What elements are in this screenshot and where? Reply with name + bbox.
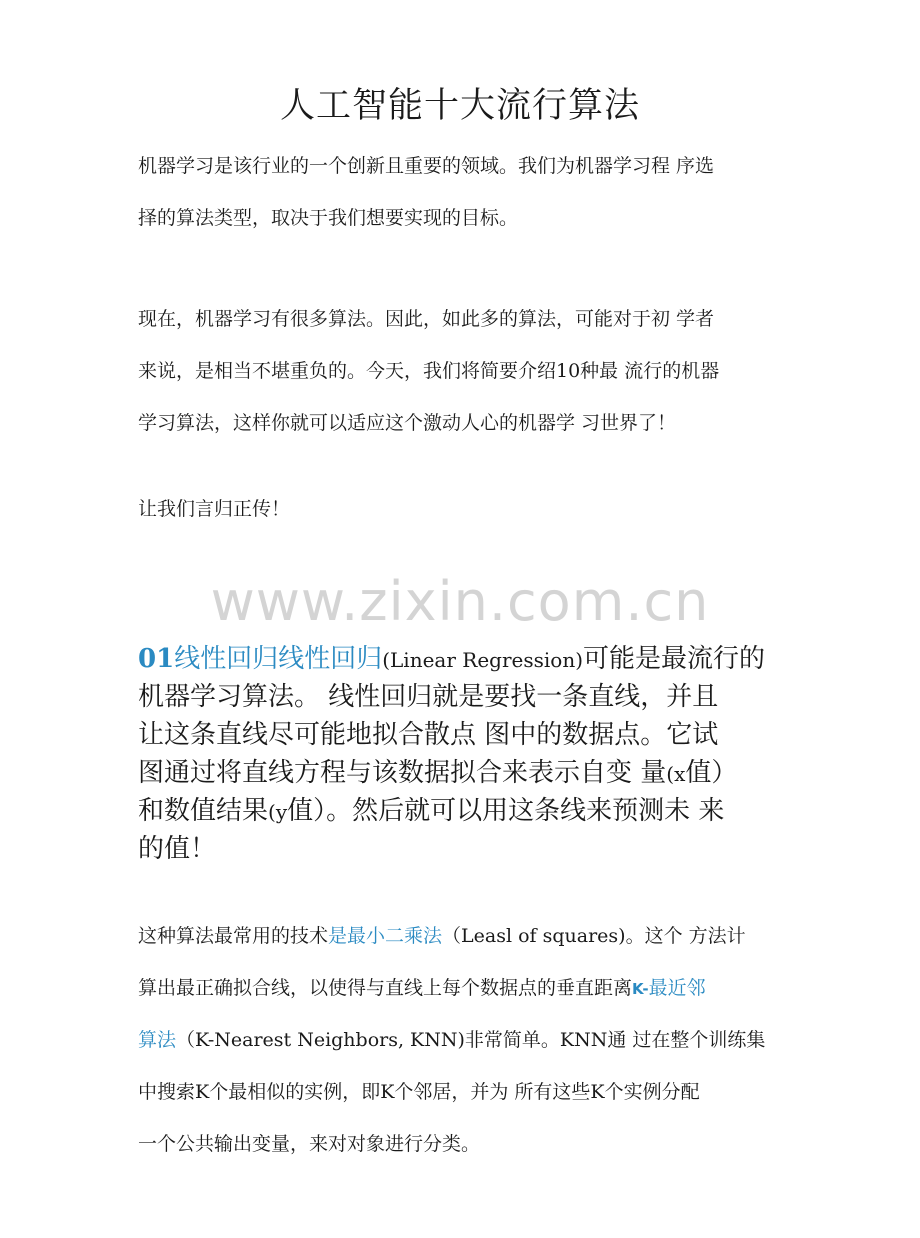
intro-line-2: 择的算法类型，取决于我们想要实现的目标。 — [138, 207, 519, 229]
least-squares-paragraph — [138, 910, 788, 1170]
section-number: 01 — [138, 644, 175, 674]
knn-link-continued[interactable]: 算法 — [138, 1029, 177, 1051]
section-line-5-var: (y — [268, 800, 288, 824]
ls-line-5: 一个公共输出变量，来对对象进行分类。 — [138, 1133, 481, 1155]
section-line-4-text: 图通过将直线方程与该数据拟合来表示自变 量 — [138, 758, 667, 788]
section-english-term: (Linear Regression) — [382, 648, 583, 672]
overview-paragraph — [138, 293, 788, 449]
ls-line-3-tail: （K-Nearest Neighbors, KNN)非常简单。KNN通 过在整个训练集 — [176, 1029, 766, 1051]
intro-line-1: 机器学习是该行业的一个创新且重要的领域。我们为机器学习程 序选 — [138, 155, 715, 177]
section-line-6: 的值！ — [138, 834, 217, 864]
section-heading: 线性回归 — [174, 644, 279, 674]
ls-line-1-tail: （Leasl of squares)。这个 方法计 — [442, 925, 746, 947]
ls-line-1 — [138, 910, 788, 962]
ls-line-1-text: 这种算法最常用的技术 — [138, 925, 329, 947]
overview-line-2: 来说，是相当不堪重负的。今天，我们将简要介绍10种最 流行的机器 — [138, 360, 720, 382]
knn-k-prefix[interactable]: K- — [632, 980, 649, 998]
transition-line: 让我们言归正传！ — [138, 498, 291, 520]
section-line-1-tail: 可能是最流行的 — [583, 644, 766, 674]
section-line-5-text: 和数值结果 — [138, 796, 269, 826]
section-heading-repeat: 线性回归 — [278, 644, 383, 674]
ls-line-2-text: 算出最正确拟合线，以使得与直线上每个数据点的垂直距离 — [138, 977, 633, 999]
section-line-4 — [138, 754, 765, 792]
page-title: 人工智能十大流行算法 — [279, 86, 640, 126]
section-line-5 — [138, 792, 765, 830]
section-line-5-tail: 值）。然后就可以用这条线来预测未 来 — [287, 796, 725, 826]
section-line-3: 让这条直线尽可能地拟合散点 图中的数据点。它试 — [138, 720, 719, 750]
transition-paragraph — [138, 483, 788, 535]
overview-line-3: 学习算法，这样你就可以适应这个激动人心的机器学 习世界了！ — [138, 412, 677, 434]
section-line-2: 机器学习算法。 线性回归就是要找一条直线，并且 — [138, 682, 719, 712]
ls-line-4: 中搜索K个最相似的实例，即K个邻居，并为 所有这些K个实例分配 — [138, 1081, 700, 1103]
ls-line-3 — [138, 1014, 788, 1066]
intro-paragraph — [138, 140, 788, 244]
least-squares-link[interactable]: 是最小二乘法 — [328, 925, 443, 947]
section-line-4-var: (x — [666, 762, 686, 786]
section-line-1 — [138, 640, 765, 678]
section-line-4-tail: 值） — [685, 758, 738, 788]
overview-line-1: 现在，机器学习有很多算法。因此，如此多的算法，可能对于初 学者 — [138, 308, 715, 330]
ls-line-2 — [138, 962, 788, 1014]
section-linear-regression — [138, 640, 765, 868]
watermark: www.zixin.com.cn — [210, 570, 710, 633]
knn-link[interactable]: 最近邻 — [648, 977, 706, 999]
